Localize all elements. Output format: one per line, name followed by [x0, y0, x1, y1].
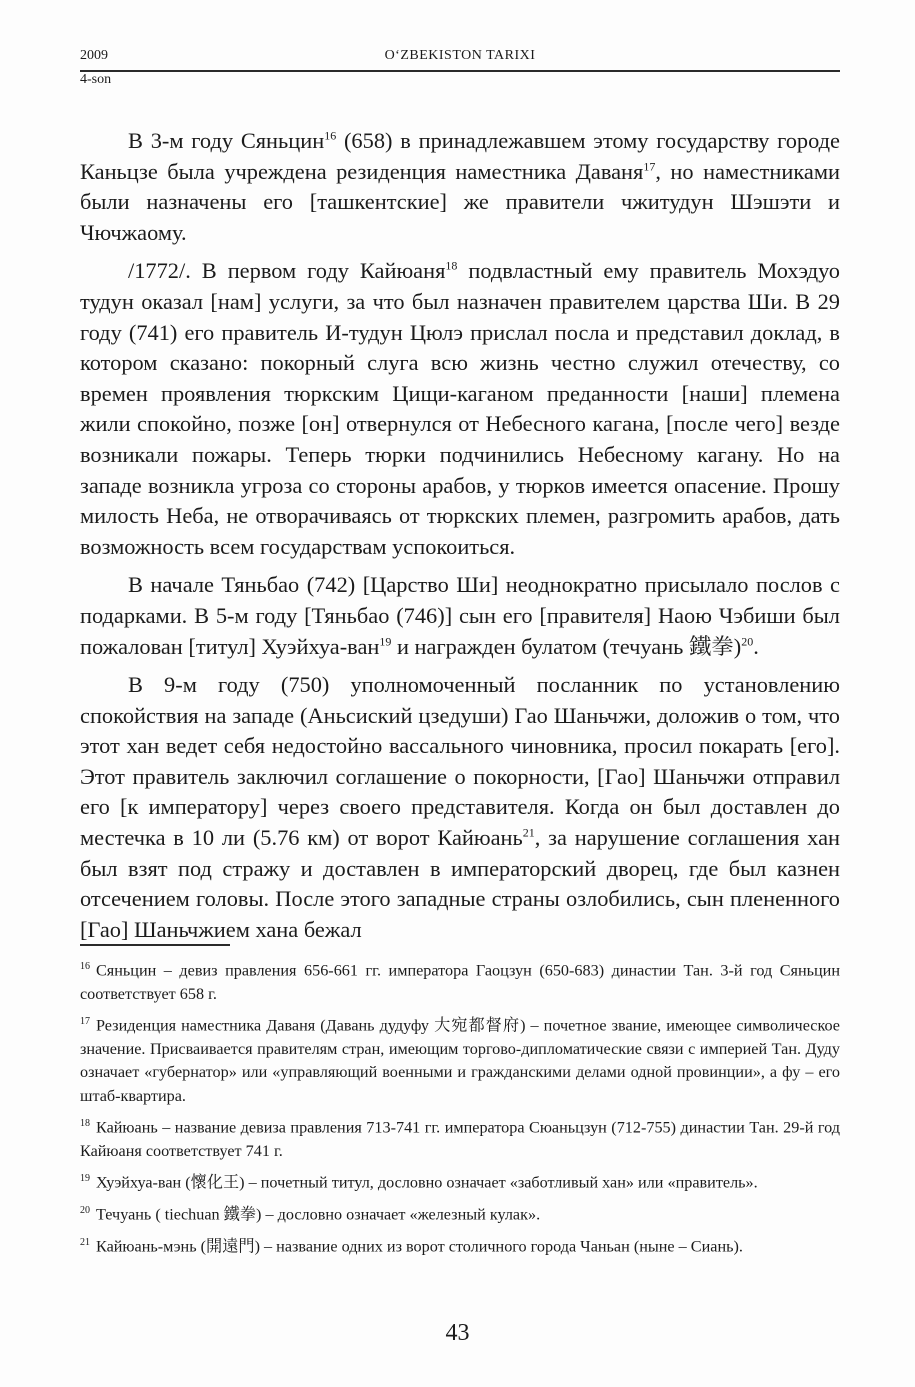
- text-run: подвластный ему правитель Мохэдуо тудун оказал [нам] услуги, за что был назначен правителем царства Ши. В 29 году (741) его правитель И-тудун Цюлэ прислал посла и представил доклад, в котором сказано: покорный слуга всю жизнь честно служил отечеству, со времен проявления тюркским Цищи-каганом преданности [наши] племена жили спокойно, позже [он] отвернулся от Небесного кагана, [после чего] везде возникали пожары. Теперь тюрки подчинились Небесному кагану. Но на западе возникла угроза со стороны арабов, у тюрков имеется опасение. Прошу милость Неба, не отворачиваясь от тюркских племен, разгромить арабов, дать возможность всем государствам успокоиться.: [80, 258, 840, 559]
- footnote-number: 18: [80, 1118, 90, 1130]
- footnote-reference: 17: [643, 159, 656, 174]
- footnote-text: Течуань ( tiechuan 鐵拳) – дословно означает «железный кулак».: [96, 1205, 541, 1224]
- text-run: В 9-м году (750) уполномоченный посланник по установлению спокойствия на западе (Аньсиский цзедуши) Гао Шаньчжи, доложив о том, что этот хан ведет себя недостойно вассального чиновника, просил покарать [его]. Этот правитель заключил соглашение о покорности, [Гао] Шаньчжи отправил его [к императору] через своего представителя. Когда он был доставлен до местечка в 10 ли (5.76 км) от ворот Кайюань: [80, 672, 840, 851]
- footnote: [80, 1010, 840, 1108]
- header-year: 2009: [80, 48, 108, 63]
- page-number: 43: [445, 1320, 470, 1346]
- footnote-text: Хуэйхуа-ван (懷化王) – почетный титул, дословно означает «заботливый хан» или «правитель».: [96, 1173, 758, 1192]
- text-run: и награжден булатом (течуань 鐵拳): [391, 633, 742, 659]
- text-run: , но наместниками были назначены его [ташкентские] же правители чжитудун Шэшэти и Чючжаому.: [80, 158, 840, 245]
- footnote-divider: [80, 944, 230, 946]
- main-text: [80, 126, 840, 953]
- text-run: .: [753, 633, 759, 659]
- footnote-reference: 18: [445, 258, 458, 273]
- footnote: [80, 1112, 840, 1163]
- footnote-number: 20: [80, 1205, 90, 1217]
- issue-number: 4-son: [80, 72, 112, 87]
- footnote: [80, 1199, 840, 1227]
- footnote-number: 17: [80, 1016, 90, 1028]
- footnote: [80, 955, 840, 1006]
- text-run: , за нарушение соглашения хан был взят под стражу и доставлен в императорский дворец, где был казнен отсечением головы. После этого западные страны озлобились, сын плененного [Гао] Шаньчжием хана бежал: [80, 825, 840, 942]
- paragraph: [80, 570, 840, 662]
- footnote-reference: 21: [522, 825, 535, 840]
- footnotes: [80, 955, 840, 1263]
- footnote: [80, 1167, 840, 1195]
- footnote-reference: 16: [324, 128, 337, 143]
- text-run: (658) в принадлежавшем этому государству городе Каньцзе была учреждена резиденция наместника Даваня: [80, 128, 840, 184]
- footnote-number: 16: [80, 961, 90, 972]
- text-run: В 3-м году Сяньцин: [128, 128, 325, 153]
- footnote-text: Кайюань – название девиза правления 713-741 гг. императора Сюаньцзун (712-755) династии Тан. 29-й год Кайюаня соответствует 741 г.: [80, 1118, 840, 1161]
- footnote: [80, 1231, 840, 1259]
- footnote-reference: 19: [379, 634, 392, 649]
- journal-title: O‘ZBEKISTON TARIXI: [384, 48, 536, 63]
- text-run: В начале Тяньбао (742) [Царство Ши] неоднократно присылало послов с подарками. В 5-м году [Тяньбао (746)] сын его [правителя] Наою Чэбиши был пожалован [титул] Хуэйхуа-ван: [80, 572, 840, 659]
- footnote-text: Сяньцин – девиз правления 656-661 гг. императора Гаоцзун (650-683) династии Тан. 3-й год Сяньцин соответствует 658 г.: [80, 961, 840, 1003]
- footnote-reference: 20: [741, 634, 754, 649]
- paragraph: [80, 256, 840, 562]
- running-header: [80, 44, 840, 72]
- footnote-number: 21: [80, 1237, 90, 1249]
- footnote-number: 19: [80, 1173, 90, 1185]
- paragraph: [80, 670, 840, 945]
- paragraph: [80, 126, 840, 248]
- footnote-text: Резиденция наместника Даваня (Давань дудуфу 大宛都督府) – почетное звание, имеющее символическое значение. Присваивается правителям стран, имеющим торгово-дипломатические связи с империей Тан. Дуду означает «губернатор» или «управляющий военными и гражданскими делами одной провинции», а фу – его штаб-квартира.: [80, 1016, 840, 1105]
- text-run: /1772/. В первом году Кайюаня: [128, 258, 446, 284]
- footnote-text: Кайюань-мэнь (開遠門) – название одних из ворот столичного города Чаньан (ныне – Сиань).: [96, 1237, 743, 1256]
